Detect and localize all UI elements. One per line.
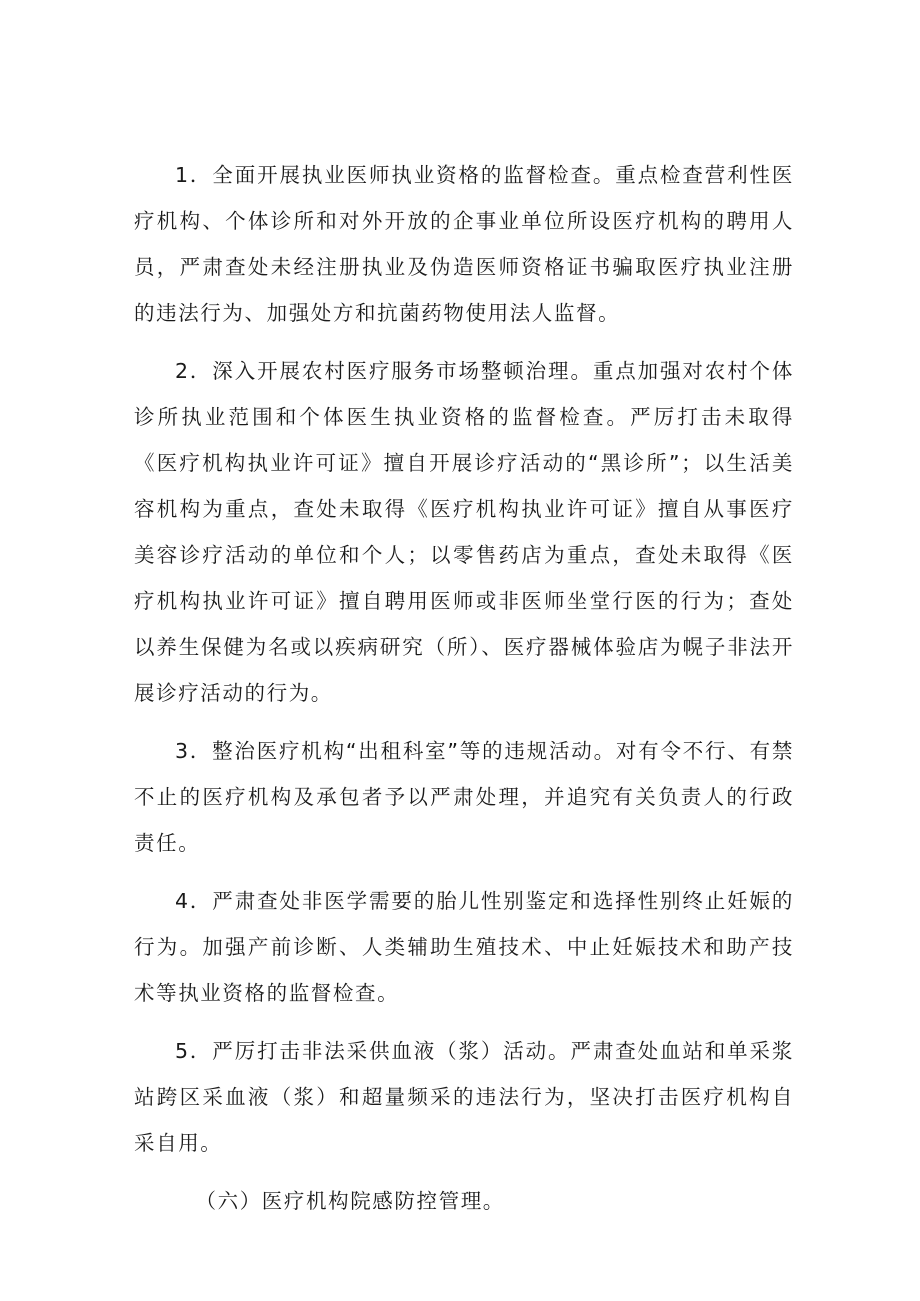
paragraph-item-1: 1．全面开展执业医师执业资格的监督检查。重点检查营利性医疗机构、个体诊所和对外开放的企事业单位所设医疗机构的聘用人员，严肃查处未经注册执业及伪造医师资格证书骗取医疗执业注册的违法行为、加强处方和抗菌药物使用法人监督。 [134,163,794,325]
paragraph-item-5: 5．严厉打击非法采供血液（浆）活动。严肃查处血站和单采浆站跨区采血液（浆）和超量频采的违法行为，坚决打击医疗机构自采自用。 [134,1039,794,1155]
section-subheading: （六）医疗机构院感防控管理。 [195,1189,505,1213]
document-body [134,152,794,1224]
paragraph-item-4: 4．严肃查处非医学需要的胎儿性别鉴定和选择性别终止妊娠的行为。加强产前诊断、人类辅助生殖技术、中止妊娠技术和助产技术等执业资格的监督检查。 [134,889,794,1005]
paragraph-item-3: 3．整治医疗机构“出租科室”等的违规活动。对有令不行、有禁不止的医疗机构及承包者予以严肃处理，并追究有关负责人的行政责任。 [134,739,794,855]
paragraph-item-2: 2．深入开展农村医疗服务市场整顿治理。重点加强对农村个体诊所执业范围和个体医生执业资格的监督检查。严厉打击未取得《医疗机构执业许可证》擅自开展诊疗活动的“黑诊所”；以生活美容机构为重点，查处未取得《医疗机构执业许可证》擅自从事医疗美容诊疗活动的单位和个人；以零售药店为重点，查处未取得《医疗机构执业许可证》擅自聘用医师或非医师坐堂行医的行为；查处以养生保健为名或以疾病研究（所）、医疗器械体验店为幌子非法开展诊疗活动的行为。 [134,359,794,705]
